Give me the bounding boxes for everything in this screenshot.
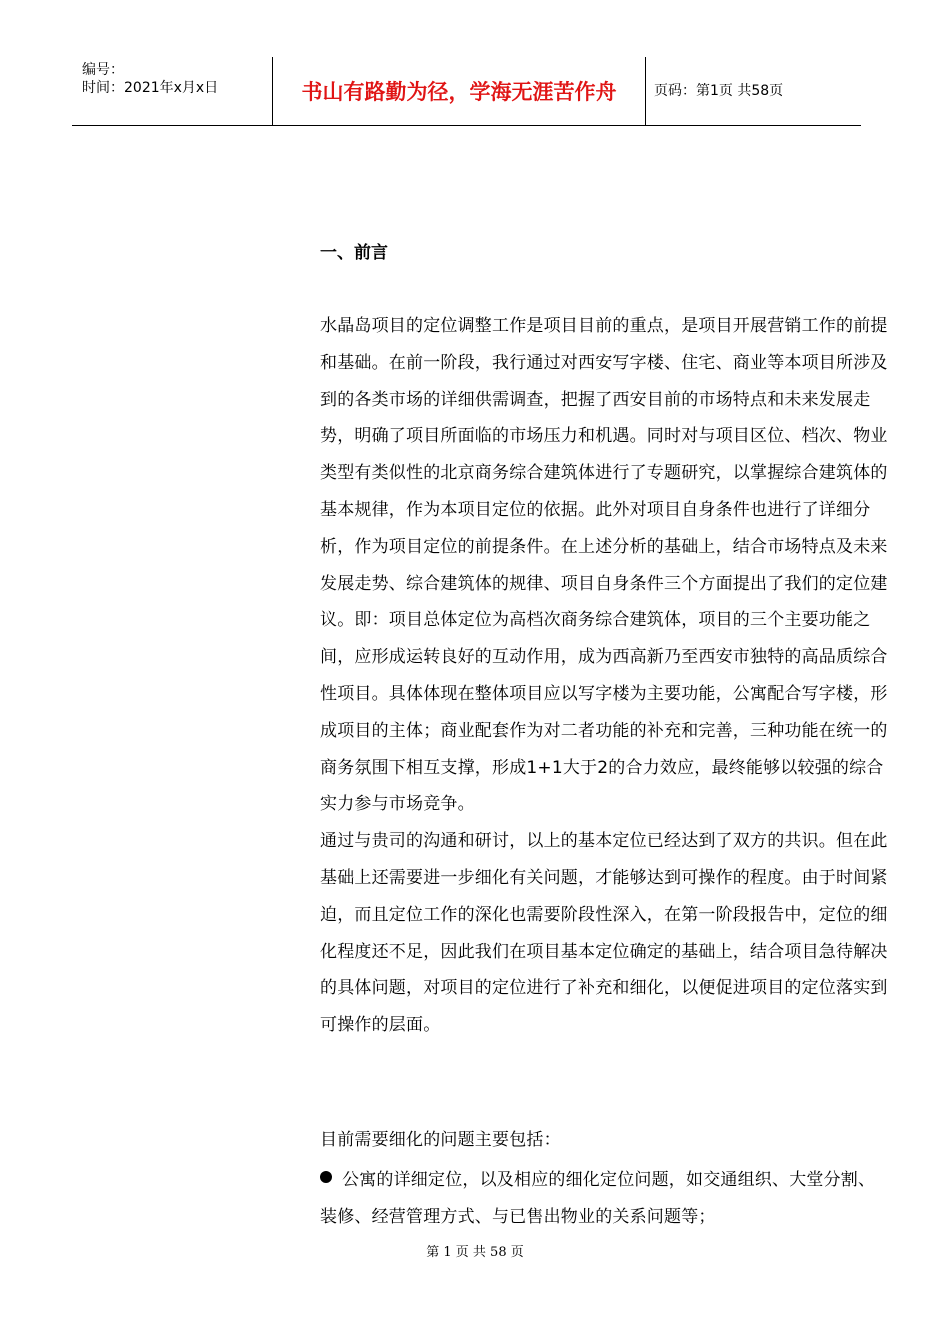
header-motto-cell	[273, 57, 646, 125]
section-title: 一、前言	[320, 243, 388, 263]
header-motto: 书山有路勤为径，学海无涯苦作舟	[301, 80, 617, 104]
paragraph-3: 目前需要细化的问题主要包括：	[320, 1130, 561, 1150]
bullet-text: 公寓的详细定位，以及相应的细化定位问题，如交通组织、大堂分割、装修、经营管理方式、与已售出物业的关系问题等；	[320, 1170, 876, 1227]
header-meta-cell	[72, 57, 273, 125]
bullet-dot-icon	[320, 1171, 332, 1183]
header-page-cell	[646, 57, 861, 125]
paragraph-2: 通过与贵司的沟通和研讨，以上的基本定位已经达到了双方的共识。但在此基础上还需要进一步细化有关问题，才能够达到可操作的程度。由于时间紧迫，而且定位工作的深化也需要阶段性深入，在第一阶段报告中，定位的细化程度还不足，因此我们在项目基本定位确定的基础上，结合项目急待解决的具体问题，对项目的定位进行了补充和细化，以便促进项目的定位落实到可操作的层面。	[320, 831, 888, 1036]
page-footer: 第 1 页 共 58 页	[426, 1245, 524, 1260]
paragraph-1: 水晶岛项目的定位调整工作是项目目前的重点，是项目开展营销工作的前提和基础。在前一阶段，我行通过对西安写字楼、住宅、商业等本项目所涉及到的各类市场的详细供需调查，把握了西安目前的市场特点和未来发展走势，明确了项目所面临的市场压力和机遇。同时对与项目区位、档次、物业类型有类似性的北京商务综合建筑体进行了专题研究，以掌握综合建筑体的基本规律，作为本项目定位的依据。此外对项目自身条件也进行了详细分析，作为项目定位的前提条件。在上述分析的基础上，结合市场特点及未来发展走势、综合建筑体的规律、项目自身条件三个方面提出了我们的定位建议。即：项目总体定位为高档次商务综合建筑体，项目的三个主要功能之间，应形成运转良好的互动作用，成为西高新乃至西安市独特的高品质综合性项目。具体体现在整体项目应以写字楼为主要功能，公寓配合写字楼，形成项目的主体；商业配套作为对二者功能的补充和完善，三种功能在统一的商务氛围下相互支撑，形成1+1大于2的合力效应，最终能够以较强的综合实力参与市场竞争。	[320, 316, 888, 815]
body-block-1	[320, 308, 892, 1044]
bullet-item	[320, 1162, 892, 1236]
page-header	[72, 57, 861, 126]
document-number-label: 编号：	[82, 62, 124, 78]
document-date-label: 时间：2021年x月x日	[82, 80, 219, 96]
body-block-2	[320, 1122, 892, 1159]
header-page-info: 页码：第1页 共58页	[654, 83, 784, 99]
